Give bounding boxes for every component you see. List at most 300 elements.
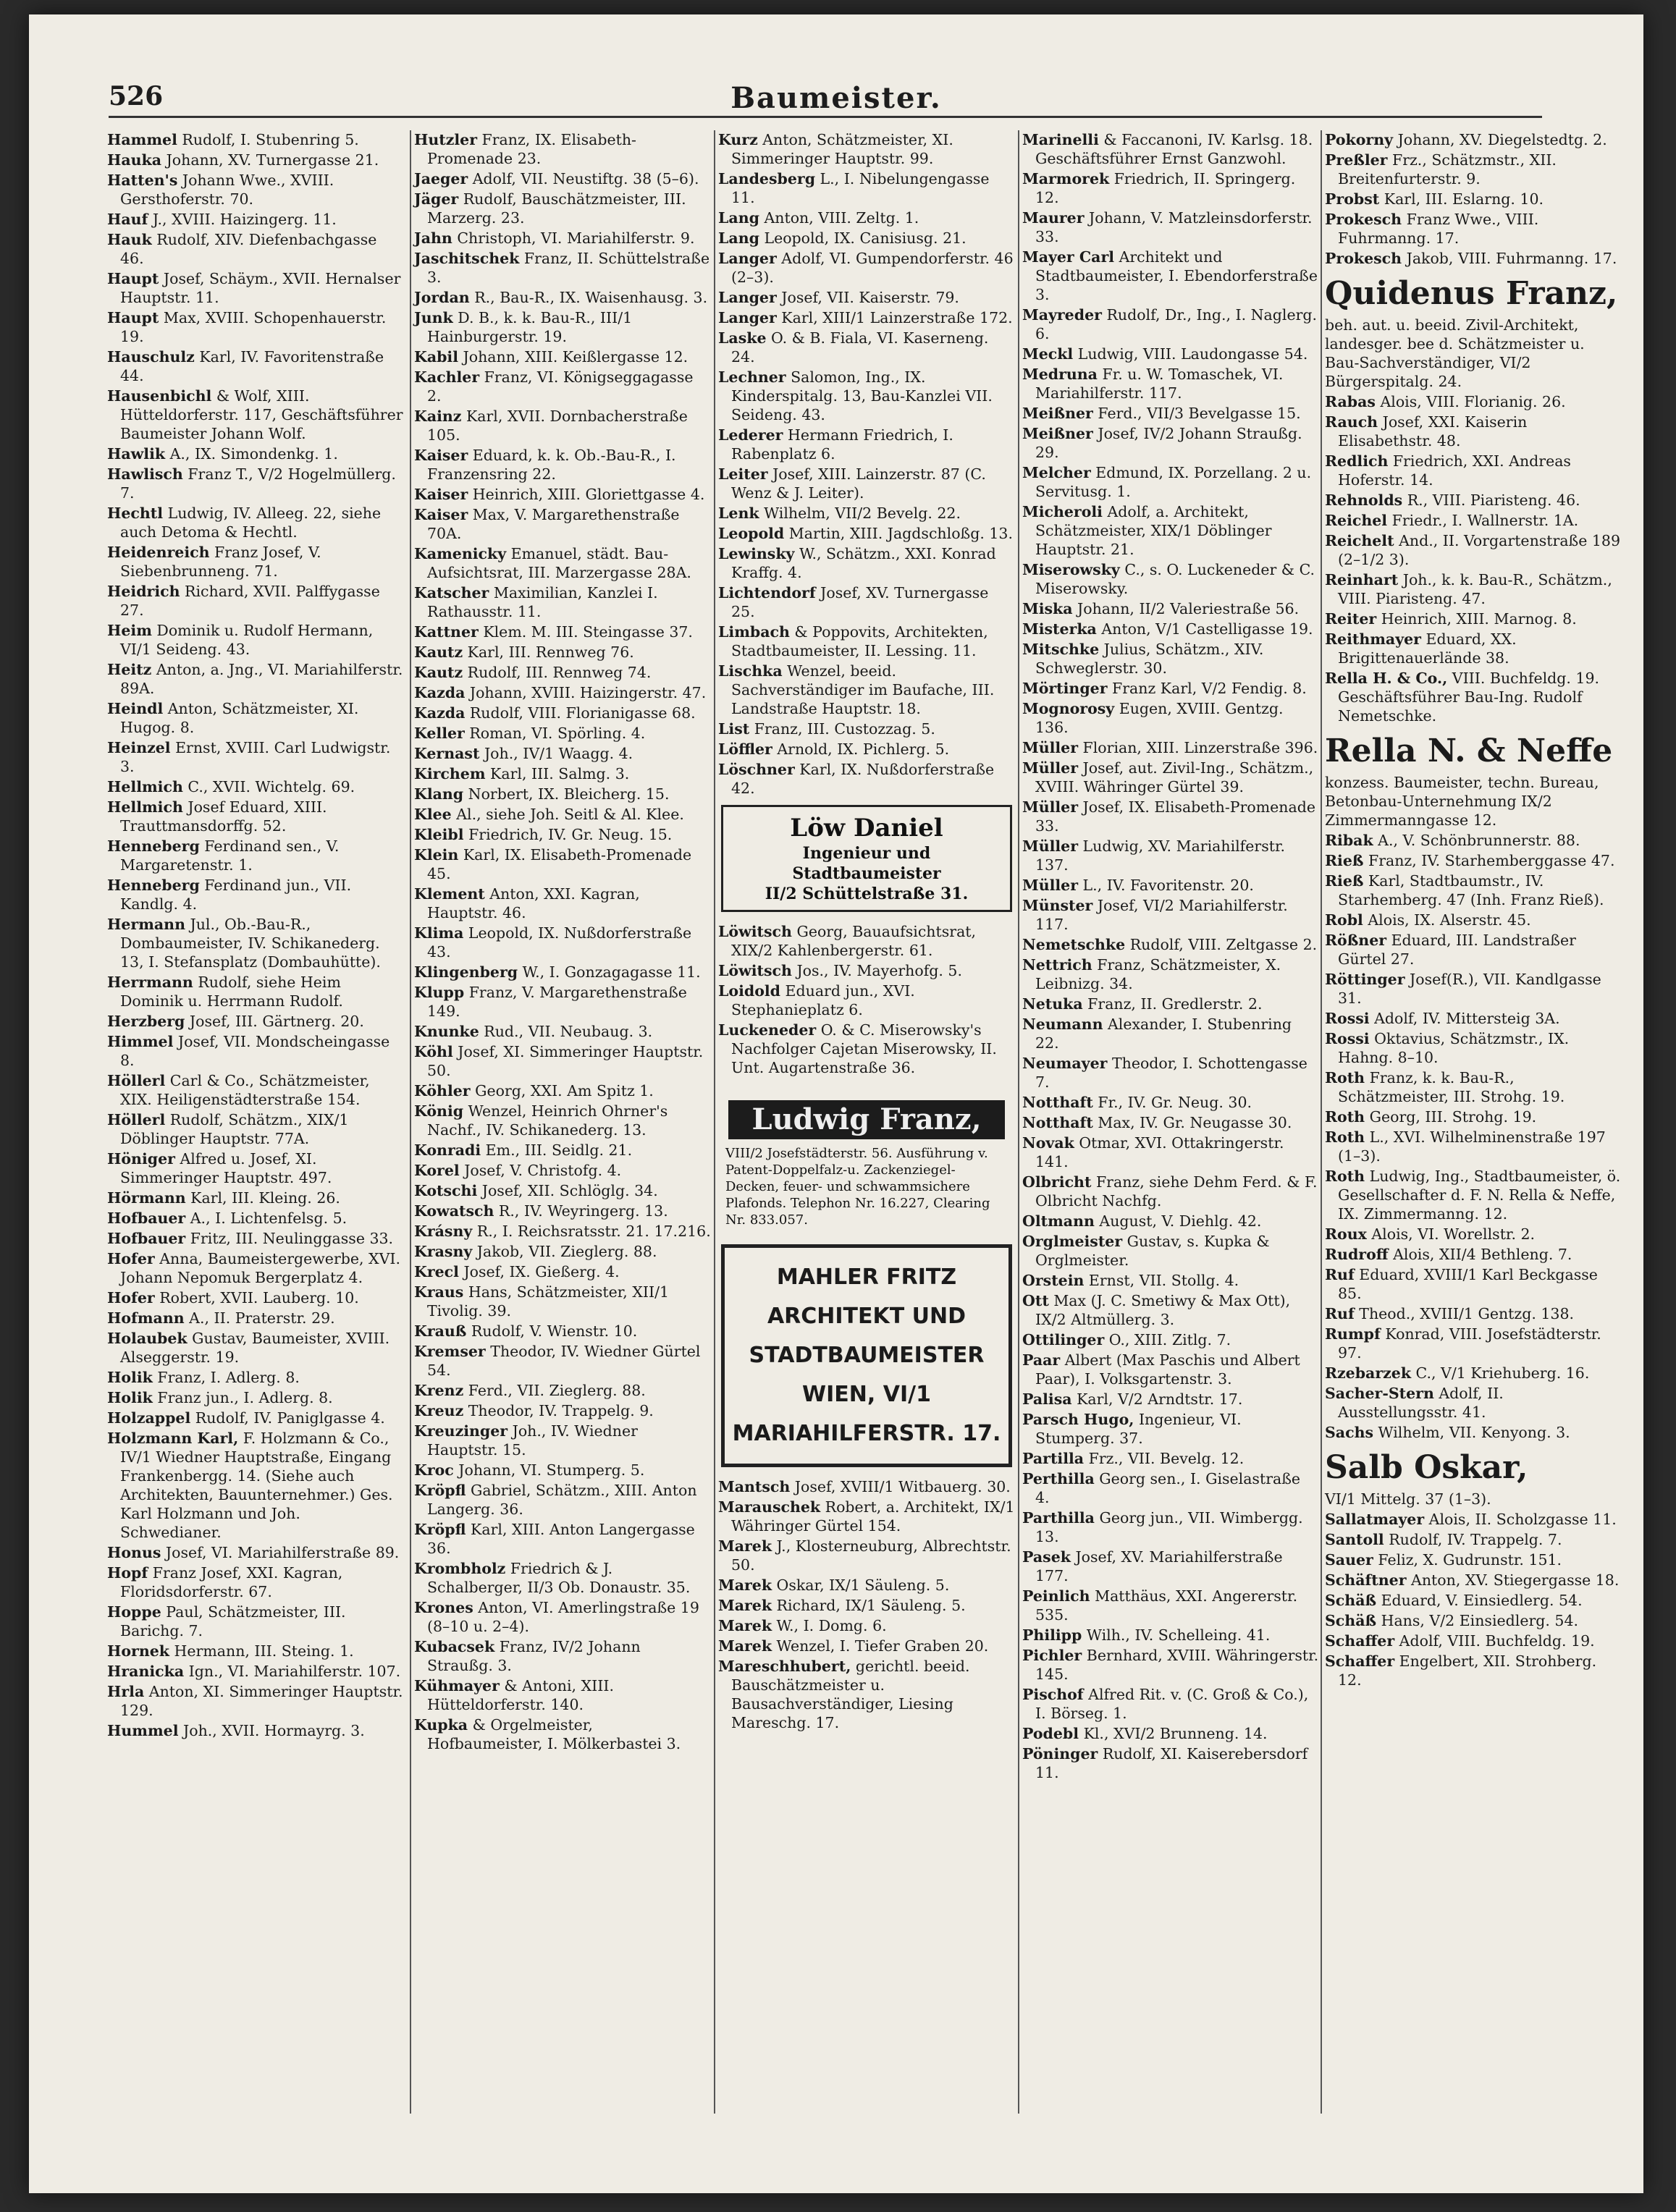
directory-entry	[1022, 738, 1319, 757]
entry-name: Holik	[107, 1369, 153, 1386]
entry-details: Klem. M. III. Steingasse 37.	[478, 623, 693, 641]
entry-name: Konradi	[414, 1141, 481, 1159]
entry-details: August, V. Diehlg. 42.	[1094, 1212, 1262, 1230]
directory-entry	[107, 543, 404, 581]
directory-entry	[1325, 1029, 1622, 1067]
page-number: 526	[109, 81, 164, 111]
entry-details: Ferd., VII/3 Bevelgasse 15.	[1092, 405, 1301, 422]
directory-entry	[718, 922, 1015, 960]
entry-details: Franz, Schätzmeister, X. Leibnizg. 34.	[1035, 956, 1281, 992]
entry-details: Karl, XIII. Anton Langergasse 36.	[427, 1521, 695, 1557]
directory-entry	[414, 1081, 711, 1100]
entry-details: Joh., XVII. Hormayrg. 3.	[178, 1722, 365, 1739]
entry-details: J., XVIII. Haizingerg. 11.	[148, 211, 337, 228]
entry-details: Feliz, X. Gudrunstr. 151.	[1373, 1551, 1562, 1569]
entry-name: Marmorek	[1022, 170, 1110, 187]
directory-entry	[1325, 1107, 1622, 1126]
entry-details: Anna, Baumeistergewerbe, XVI. Johann Nepomuk Bergerplatz 4.	[120, 1250, 401, 1286]
directory-entry	[414, 169, 711, 188]
entry-name: Mayreder	[1022, 306, 1102, 324]
entry-details: & Orgelmeister, Hofbaumeister, I. Mölkerbastei 3.	[427, 1716, 681, 1752]
entry-name: Redlich	[1325, 452, 1389, 470]
entry-details: O., XIII. Zitlg. 7.	[1104, 1331, 1231, 1348]
entry-name: Ruf	[1325, 1305, 1355, 1322]
directory-entry	[414, 1222, 711, 1241]
directory-entry	[1022, 620, 1319, 638]
directory-entry	[718, 544, 1015, 582]
entry-details: A., I. Lichtenfelsg. 5.	[185, 1210, 348, 1227]
directory-entry	[1325, 491, 1622, 510]
entry-name: Langer	[718, 309, 777, 326]
entry-details: Max, IV. Gr. Neugasse 30.	[1092, 1114, 1292, 1131]
entry-name: Knunke	[414, 1023, 479, 1040]
entry-details: L., IV. Favoritenstr. 20.	[1078, 877, 1254, 894]
directory-entry	[1325, 1571, 1622, 1590]
entry-name: Köhl	[414, 1043, 453, 1060]
entry-details: Anton, Schätzmeister, XI. Hugog. 8.	[120, 700, 359, 736]
entry-name: Keller	[414, 725, 465, 742]
entry-details: Ludwig, XV. Mariahilferstr. 137.	[1035, 837, 1286, 874]
directory-entry	[107, 1603, 404, 1640]
entry-details: Franz Wwe., VIII. Fuhrmanng. 17.	[1338, 211, 1539, 247]
directory-entry	[414, 1202, 711, 1220]
entry-name: Heidenreich	[107, 544, 210, 561]
entry-name: Podebl	[1022, 1725, 1079, 1742]
entry-name: Langer	[718, 289, 777, 306]
entry-details: C., XVII. Wichtelg. 69.	[182, 778, 355, 795]
directory-entry	[107, 210, 404, 229]
entry-name: Schäftner	[1325, 1571, 1407, 1589]
entry-details: Franz, k. k. Bau-R., Schätzmeister, III. Strohg. 19.	[1338, 1069, 1565, 1105]
entry-name: Rauch	[1325, 413, 1378, 431]
directory-entry	[1325, 1265, 1622, 1303]
entry-details: Josef Eduard, XIII. Trauttmansdorffg. 52.	[120, 798, 327, 835]
directory-entry	[1325, 570, 1622, 608]
directory-entry	[107, 876, 404, 913]
directory-entry	[107, 130, 404, 149]
column-1	[107, 130, 404, 1742]
directory-entry	[1022, 1685, 1319, 1723]
entry-details: Johann, XIII. Keißlergasse 12.	[458, 348, 688, 366]
entry-name: Lang	[718, 229, 759, 247]
directory-entry	[107, 1149, 404, 1187]
entry-details: Anton, a. Jng., VI. Mariahilferstr. 89A.	[120, 661, 403, 697]
directory-entry	[1325, 1510, 1622, 1529]
entry-details: Karl, III. Kleing. 26.	[185, 1189, 340, 1207]
directory-entry	[414, 764, 711, 783]
entry-name: Mayer Carl	[1022, 248, 1115, 266]
entry-details: Wenzel, beeid. Sachverständiger im Baufache, III. Landstraße Hauptstr. 18.	[731, 662, 995, 717]
entry-details: & Poppovits, Architekten, Stadtbaumeister, II. Lessing. 11.	[731, 623, 988, 659]
directory-entry	[107, 1189, 404, 1207]
directory-entry	[414, 1401, 711, 1420]
entry-details: Adolf, VI. Gumpendorferstr. 46 (2–3).	[731, 250, 1014, 286]
entry-name: Leiter	[718, 465, 768, 483]
directory-entry	[1022, 798, 1319, 835]
entry-name: Rieß	[1325, 852, 1364, 869]
entry-name: Marek	[718, 1617, 772, 1634]
entry-details: R., Bau-R., IX. Waisenhausg. 3.	[469, 289, 708, 306]
entry-name: Mantsch	[718, 1478, 791, 1495]
ad-line: Ingenieur und Stadtbaumeister	[792, 844, 941, 883]
entry-details: Alois, II. Scholzgasse 11.	[1424, 1511, 1617, 1528]
entry-details: Karl, III. Eslarng. 10.	[1379, 190, 1544, 208]
entry-details: Alfred Rit. v. (C. Groß & Co.), I. Börseg. 1.	[1035, 1686, 1309, 1722]
entry-details: C., s. O. Luckeneder & C. Miserowsky.	[1035, 561, 1315, 597]
entry-details: Franz T., V/2 Hogelmüllerg. 7.	[120, 465, 396, 502]
directory-entry	[414, 1042, 711, 1080]
directory-entry	[414, 845, 711, 883]
entry-details: Franz, VI. Königseggagasse 2.	[427, 368, 694, 405]
entry-details: A., V. Schönbrunnerstr. 88.	[1373, 832, 1580, 849]
directory-entry	[107, 1110, 404, 1148]
directory-entry	[107, 660, 404, 698]
directory-entry	[1022, 995, 1319, 1013]
entry-details: Josef, IV/2 Johann Straußg. 29.	[1035, 425, 1302, 461]
entry-details: Josef, VI. Mariahilferstraße 89.	[161, 1544, 400, 1561]
directory-entry	[107, 151, 404, 169]
entry-name: Parthilla	[1022, 1509, 1095, 1527]
entry-details: Wenzel, I. Tiefer Graben 20.	[772, 1637, 989, 1655]
entry-name: Mörtinger	[1022, 680, 1108, 697]
directory-entry	[414, 347, 711, 366]
entry-details: Oktavius, Schätzmstr., IX. Hahng. 8–10.	[1338, 1030, 1570, 1066]
entry-name: Kattner	[414, 623, 479, 641]
entry-details: Eduard, XVIII/1 Karl Beckgasse 85.	[1338, 1266, 1598, 1302]
entry-details: Wilhelm, VII. Kenyong. 3.	[1373, 1424, 1570, 1441]
entry-name: Neumayer	[1022, 1055, 1108, 1072]
entry-details: Franz, IV. Starhemberggasse 47.	[1363, 852, 1615, 869]
entry-details: Josef, VI/2 Mariahilferstr. 117.	[1035, 897, 1288, 933]
entry-name: Krecl	[414, 1263, 459, 1280]
entry-details: Ludwig, IV. Alleeg. 22, siehe auch Detoma & Hechtl.	[120, 505, 382, 541]
entry-name: Heinzel	[107, 739, 171, 756]
entry-details: Hans, Schätzmeister, XII/1 Tivolig. 39.	[427, 1283, 670, 1320]
directory-entry	[107, 387, 404, 443]
entry-details: Max, XVIII. Schopenhauerstr. 19.	[120, 309, 387, 345]
entry-name: Maurer	[1022, 209, 1085, 227]
directory-entry	[107, 738, 404, 776]
entry-name: Limbach	[718, 623, 790, 641]
entry-name: Kainz	[414, 408, 462, 425]
directory-entry	[107, 1388, 404, 1407]
entry-name: Löffler	[718, 740, 772, 758]
entry-details: Rudolf, Dr., Ing., I. Naglerg. 6.	[1035, 306, 1318, 342]
entry-details: Adolf, VIII. Buchfeldg. 19.	[1394, 1632, 1595, 1650]
entry-name: Olbricht	[1022, 1173, 1092, 1191]
entry-name: Holik	[107, 1389, 153, 1406]
entry-name: Roth	[1325, 1069, 1365, 1086]
entry-name: Hrla	[107, 1683, 145, 1700]
entry-details: Anton, XXI. Kagran, Hauptstr. 46.	[427, 885, 640, 921]
directory-entry	[1022, 1587, 1319, 1624]
entry-name: Philipp	[1022, 1626, 1082, 1644]
directory-entry	[1022, 560, 1319, 598]
directory-entry	[414, 446, 711, 484]
directory-entry	[718, 329, 1015, 366]
directory-entry	[718, 368, 1015, 424]
directory-entry	[414, 190, 711, 227]
entry-name: Roth	[1325, 1128, 1365, 1146]
directory-entry	[1022, 248, 1319, 304]
directory-entry	[718, 1477, 1015, 1496]
entry-details: R., VIII. Piaristeng. 46.	[1402, 491, 1580, 509]
directory-entry	[1022, 1724, 1319, 1743]
directory-entry	[718, 169, 1015, 207]
entry-details: Gabriel, Schätzm., XIII. Anton Langerg. 36.	[427, 1482, 697, 1518]
entry-details: Ernst, XVIII. Carl Ludwigstr. 3.	[120, 739, 391, 775]
entry-details: Christoph, VI. Mariahilferstr. 9.	[452, 229, 695, 247]
entry-details: Josef, XII. Schlöglg. 34.	[477, 1182, 658, 1199]
advertisement-loew	[721, 805, 1012, 912]
directory-entry	[1325, 1304, 1622, 1323]
entry-details: Karl, III. Salmg. 3.	[485, 765, 630, 782]
entry-details: Franz Josef, V. Siebenbrunneng. 71.	[120, 544, 321, 580]
entry-name: Haupt	[107, 270, 159, 287]
entry-details: Hermann Friedrich, I. Rabenplatz 6.	[731, 426, 953, 463]
entry-details: Rudolf, VIII. Florianigasse 68.	[465, 704, 696, 722]
directory-entry	[1022, 679, 1319, 698]
entry-name: Kirchem	[414, 765, 486, 782]
entry-details: Friedrich, IV. Gr. Neug. 15.	[463, 826, 673, 843]
entry-details: And., II. Vorgartenstraße 189 (2–1/2 3).	[1338, 532, 1621, 568]
entry-name: Prokesch	[1325, 250, 1402, 267]
entry-name: Medruna	[1022, 366, 1098, 383]
entry-name: Krones	[414, 1599, 473, 1616]
entry-name: Leopold	[718, 525, 785, 542]
directory-entry	[1325, 392, 1622, 411]
directory-entry	[718, 308, 1015, 327]
entry-name: Kabil	[414, 348, 459, 366]
entry-name: Henneberg	[107, 837, 200, 855]
entry-details: Anton, Schätzmeister, XI. Simmeringer Hauptstr. 99.	[731, 131, 953, 167]
entry-details: Joh., IV. Wiedner Hauptstr. 15.	[427, 1422, 638, 1459]
entry-name: List	[718, 720, 750, 738]
entry-name: Parsch Hugo,	[1022, 1411, 1134, 1428]
directory-entry	[718, 1537, 1015, 1574]
entry-details: Franz, V. Margarethenstraße 149.	[427, 984, 687, 1020]
directory-entry	[1325, 1591, 1622, 1610]
entry-details: Albert (Max Paschis und Albert Paar), I. Volksgartenstr. 3.	[1035, 1351, 1300, 1388]
entry-details: O. & C. Miserowsky's Nachfolger Cajetan Miserowsky, II. Unt. Augartenstraße 36.	[731, 1021, 997, 1076]
entry-details: O. & B. Fiala, VI. Kaserneng. 24.	[731, 329, 989, 366]
entry-details: Ferdinand jun., VII. Kandlg. 4.	[120, 877, 352, 913]
advertisement-ludwig	[721, 1084, 1012, 1234]
entry-details: Emanuel, städt. Bau-Aufsichtsrat, III. Marzergasse 28A.	[427, 545, 691, 581]
entry-details: R., IV. Weyringerg. 13.	[494, 1202, 668, 1220]
entry-details: Rudolf, Schätzm., XIX/1 Döblinger Hauptstr. 77A.	[120, 1111, 349, 1147]
directory-entry	[414, 1342, 711, 1380]
entry-name: Krenz	[414, 1382, 464, 1399]
directory-entry	[107, 699, 404, 737]
entry-details: Karl, V/2 Arndtstr. 17.	[1071, 1390, 1243, 1408]
entry-name: Klupp	[414, 984, 465, 1001]
entry-details: Josef, XIII. Lainzerstr. 87 (C. Wenz & J. Leiter).	[731, 465, 986, 502]
entry-details: Salomon, Ing., IX. Kinderspitalg. 13, Bau-Kanzlei VII. Seideng. 43.	[731, 368, 993, 423]
directory-entry	[718, 1596, 1015, 1615]
entry-details: Johann, II/2 Valeriestraße 56.	[1072, 600, 1300, 617]
directory-entry	[1022, 130, 1319, 168]
entry-details: Adolf, VII. Neustiftg. 38 (5–6).	[468, 170, 699, 187]
entry-name: Kazda	[414, 684, 466, 701]
directory-entry	[414, 622, 711, 641]
entry-name: Holzappel	[107, 1409, 191, 1427]
entry-details: Florian, XIII. Linzerstraße 396.	[1078, 739, 1318, 756]
directory-entry	[1325, 1631, 1622, 1650]
entry-name: Orstein	[1022, 1272, 1085, 1289]
entry-details: Karl, IX. Elisabeth-Promenade 45.	[427, 846, 692, 882]
directory-entry	[107, 347, 404, 385]
entry-details: A., IX. Simondenkg. 1.	[165, 445, 338, 463]
header-rule	[109, 116, 1542, 118]
entry-details: Theod., XVIII/1 Gentzg. 138.	[1354, 1305, 1575, 1322]
directory-entry	[414, 1598, 711, 1636]
entry-name: Kernast	[414, 745, 480, 762]
directory-entry	[1325, 851, 1622, 870]
directory-entry	[718, 426, 1015, 463]
directory-entry	[107, 621, 404, 659]
entry-details: Theodor, I. Schottengasse 7.	[1035, 1055, 1307, 1091]
entry-name: Haupt	[107, 309, 159, 326]
entry-name: Korel	[414, 1162, 460, 1179]
entry-name: Marinelli	[1022, 131, 1099, 148]
directory-entry	[718, 1498, 1015, 1535]
entry-details: Karl, XIII/1 Lainzerstraße 172.	[776, 309, 1013, 326]
entry-name: Müller	[1022, 877, 1079, 894]
entry-name: Pöninger	[1022, 1745, 1098, 1763]
entry-name: Kaiser	[414, 506, 468, 523]
directory-entry	[107, 1682, 404, 1720]
directory-entry	[718, 1576, 1015, 1595]
entry-details: Franz, siehe Dehm Ferd. & F. Olbricht Nachfg.	[1035, 1173, 1318, 1210]
entry-name: Reichelt	[1325, 532, 1394, 549]
entry-name: Höniger	[107, 1150, 175, 1168]
entry-name: Ruf	[1325, 1266, 1355, 1283]
entry-name: Sauer	[1325, 1551, 1373, 1569]
entry-name: Misterka	[1022, 620, 1097, 638]
entry-name: Hummel	[107, 1722, 179, 1739]
directory-entry	[1325, 630, 1622, 667]
entry-details: Dominik u. Rudolf Hermann, VI/1 Seideng. 43.	[120, 622, 374, 658]
entry-details: Eduard, V. Einsiedlerg. 54.	[1376, 1592, 1583, 1609]
directory-entry	[1022, 502, 1319, 559]
directory-entry	[1022, 208, 1319, 246]
entry-name: Luckeneder	[718, 1021, 817, 1039]
entry-details: Friedrich, II. Springerg. 12.	[1035, 170, 1296, 206]
entry-name: Kreuz	[414, 1402, 464, 1419]
directory-entry	[1325, 249, 1622, 268]
directory-entry	[107, 582, 404, 620]
directory-entry	[718, 583, 1015, 621]
entry-name: Klee	[414, 806, 452, 823]
directory-entry	[107, 171, 404, 208]
entry-name: Höllerl	[107, 1072, 166, 1089]
entry-name: Krásny	[414, 1223, 473, 1240]
directory-entry	[1022, 1291, 1319, 1329]
entry-name: Rabas	[1325, 393, 1376, 410]
directory-entry	[1022, 404, 1319, 423]
entry-details: Johann, V. Matzleinsdorferstr. 33.	[1035, 209, 1313, 245]
entry-details: Josef, IX. Elisabeth-Promenade 33.	[1035, 798, 1315, 835]
directory-entry	[1325, 151, 1622, 188]
directory-entry	[107, 444, 404, 463]
directory-entry	[718, 1021, 1015, 1077]
entry-name: Hörmann	[107, 1189, 186, 1207]
entry-name: Katscher	[414, 584, 489, 601]
entry-details: Friedrich & J. Schalberger, II/3 Ob. Donaustr. 35.	[427, 1560, 691, 1596]
entry-name: Kraus	[414, 1283, 464, 1301]
directory-entry	[414, 1022, 711, 1041]
entry-name: Meckl	[1022, 345, 1074, 363]
entry-name: Rzebarzek	[1325, 1364, 1412, 1382]
directory-entry	[1022, 896, 1319, 934]
entry-details: Adolf, a. Architekt, Schätzmeister, XIX/1 Döblinger Hauptstr. 21.	[1035, 503, 1272, 558]
directory-entry	[1022, 169, 1319, 207]
entry-details: Georg, Bauaufsichtsrat, XIX/2 Kahlenbergerstr. 61.	[731, 923, 977, 959]
entry-name: Oltmann	[1022, 1212, 1095, 1230]
entry-name: Münster	[1022, 897, 1093, 914]
directory-entry	[107, 1429, 404, 1542]
entry-details: Edmund, IX. Porzellang. 2 u. Servitusg. 1.	[1035, 464, 1312, 500]
entry-name: Reithmayer	[1325, 630, 1421, 648]
entry-details: Theodor, IV. Trappelg. 9.	[463, 1402, 654, 1419]
entry-name: Hammel	[107, 131, 177, 148]
directory-entry	[1325, 1009, 1622, 1028]
directory-entry	[414, 785, 711, 803]
directory-entry	[1325, 970, 1622, 1008]
entry-details: Maximilian, Kanzlei I. Rathausstr. 11.	[427, 584, 658, 620]
entry-name: Robl	[1325, 911, 1363, 929]
entry-details: Ingenieur, VI. Stumperg. 37.	[1035, 1411, 1242, 1447]
entry-details: Oskar, IX/1 Säuleng. 5.	[772, 1576, 950, 1594]
entry-details: Georg sen., I. Giselastraße 4.	[1035, 1470, 1301, 1506]
entry-name: Herrmann	[107, 974, 193, 991]
entry-name: Holaubek	[107, 1330, 188, 1347]
entry-name: Hoppe	[107, 1603, 161, 1621]
directory-entry	[718, 249, 1015, 287]
entry-details: Georg, XXI. Am Spitz 1.	[470, 1082, 654, 1099]
entry-name: Meißner	[1022, 405, 1093, 422]
entry-details: Ferd., VII. Zieglerg. 88.	[463, 1382, 646, 1399]
entry-name: Höllerl	[107, 1111, 166, 1128]
entry-name: Reichel	[1325, 512, 1388, 529]
directory-entry	[1325, 931, 1622, 968]
directory-entry	[1022, 1015, 1319, 1052]
directory-entry	[414, 583, 711, 621]
directory-entry	[1325, 1068, 1622, 1106]
entry-name: Miska	[1022, 600, 1073, 617]
entry-details: Gustav, s. Kupka & Orglmeister.	[1035, 1233, 1270, 1269]
directory-entry	[1022, 1271, 1319, 1290]
ad-line: WIEN, VI/1	[802, 1382, 931, 1407]
entry-details: Frz., VII. Bevelg. 12.	[1084, 1450, 1245, 1467]
directory-entry	[107, 973, 404, 1010]
entry-details: Josef, V. Christofg. 4.	[459, 1162, 622, 1179]
entry-name: Kaiser	[414, 447, 468, 464]
directory-entry	[107, 837, 404, 874]
directory-entry	[718, 662, 1015, 718]
entry-name: Müller	[1022, 837, 1079, 855]
entry-name: Hornek	[107, 1642, 169, 1660]
entry-name: Lewinsky	[718, 545, 795, 562]
entry-details: Josef, XV. Mariahilferstraße 177.	[1035, 1548, 1283, 1584]
entry-details: Leopold, IX. Canisiusg. 21.	[759, 229, 967, 247]
directory-entry	[414, 407, 711, 444]
directory-entry	[1022, 699, 1319, 737]
entry-details: Rudolf, I. Stubenring 5.	[177, 131, 359, 148]
column-divider	[714, 130, 715, 2114]
entry-name: Holzmann Karl,	[107, 1430, 239, 1447]
